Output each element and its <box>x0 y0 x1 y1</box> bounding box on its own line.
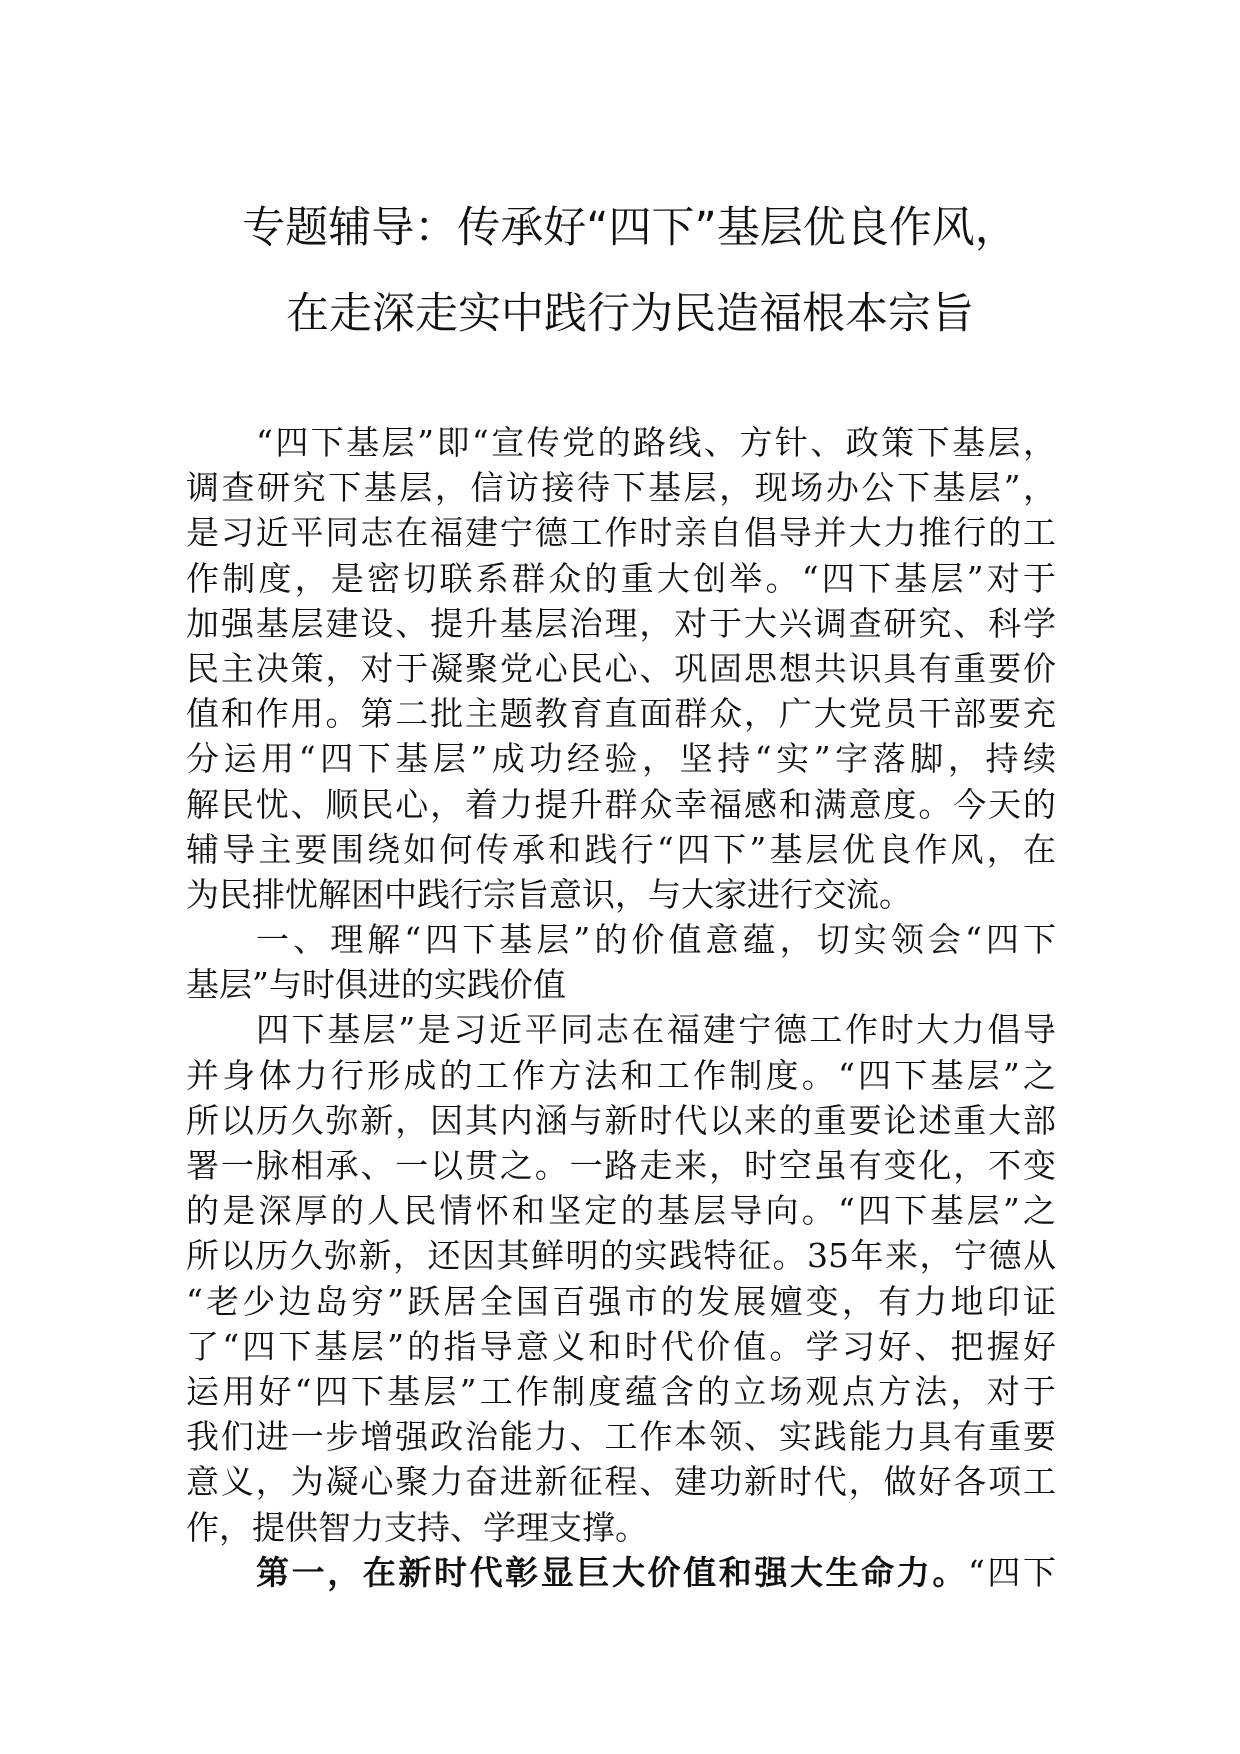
text-line: 为民排忧解困中践行宗旨意识，与大家进行交流。 <box>186 874 912 914</box>
text-line: 调查研究下基层，信访接待下基层，现场办公下基层”， <box>186 468 1056 508</box>
text-line: 加强基层建设、提升基层治理，对于大兴调查研究、科学 <box>186 603 1056 643</box>
text-line: 作，提供智力支持、学理支撑。 <box>186 1507 648 1547</box>
point-paragraph <box>186 1550 1056 1595</box>
heading-line: 基层”与时俱进的实践价值 <box>186 965 566 1005</box>
text-line: 民主决策，对于凝聚党心民心、巩固思想共识具有重要价 <box>186 648 1056 688</box>
text-line: 所以历久弥新，因其内涵与新时代以来的重要论述重大部 <box>186 1100 1056 1140</box>
text-line: 值和作用。第二批主题教育直面群众，广大党员干部要充 <box>186 694 1056 734</box>
text-line: “老少边岛穷”跃居全国百强市的发展嬗变，有力地印证 <box>186 1281 1056 1321</box>
point-continuation: “四下 <box>967 1552 1057 1592</box>
text-line: 是习近平同志在福建宁德工作时亲自倡导并大力推行的工 <box>186 513 1056 553</box>
text-line: 辅导主要围绕如何传承和践行“四下”基层优良作风，在 <box>186 829 1056 869</box>
text-line: 所以历久弥新，还因其鲜明的实践特征。35年来，宁德从 <box>186 1236 1056 1276</box>
text-line <box>186 1550 1056 1595</box>
intro-paragraph <box>186 420 1056 917</box>
text-line: “四下基层”即“宣传党的路线、方针、政策下基层， <box>256 423 1056 462</box>
text-line: 我们进一步增强政治能力、工作本领、实践能力具有重要 <box>186 1417 1056 1457</box>
document-body <box>186 420 1056 1595</box>
text-line: 作制度，是密切联系群众的重大创举。“四下基层”对于 <box>186 558 1056 598</box>
heading-line: 一、理解“四下基层”的价值意蕴，切实领会“四下 <box>256 920 1056 960</box>
document-title <box>180 185 1080 357</box>
text-line: 了“四下基层”的指导意义和时代价值。学习好、把握好 <box>186 1326 1056 1366</box>
text-line: 署一脉相承、一以贯之。一路走来，时空虽有变化，不变 <box>186 1146 1056 1185</box>
text-line: 意义，为凝心聚力奋进新征程、建功新时代，做好各项工 <box>186 1462 1056 1502</box>
text-line: 分运用“四下基层”成功经验，坚持“实”字落脚，持续 <box>186 739 1056 779</box>
text-line: 四下基层”是习近平同志在福建宁德工作时大力倡导 <box>256 1010 1056 1050</box>
text-line: 并身体力行形成的工作方法和工作制度。“四下基层”之 <box>186 1055 1056 1095</box>
title-line-1: 专题辅导：传承好“四下”基层优良作风， <box>242 203 1018 253</box>
title-line-2: 在走深走实中践行为民造福根本宗旨 <box>286 289 974 339</box>
text-line: 的是深厚的人民情怀和坚定的基层导向。“四下基层”之 <box>186 1191 1056 1231</box>
text-line: 运用好“四下基层”工作制度蕴含的立场观点方法，对于 <box>186 1371 1056 1411</box>
point-heading: 第一，在新时代彰显巨大价值和强大生命力。 <box>256 1552 968 1592</box>
body-paragraph <box>186 1007 1056 1549</box>
section-heading <box>186 917 1056 1007</box>
text-line: 解民忧、顺民心，着力提升群众幸福感和满意度。今天的 <box>186 784 1056 824</box>
